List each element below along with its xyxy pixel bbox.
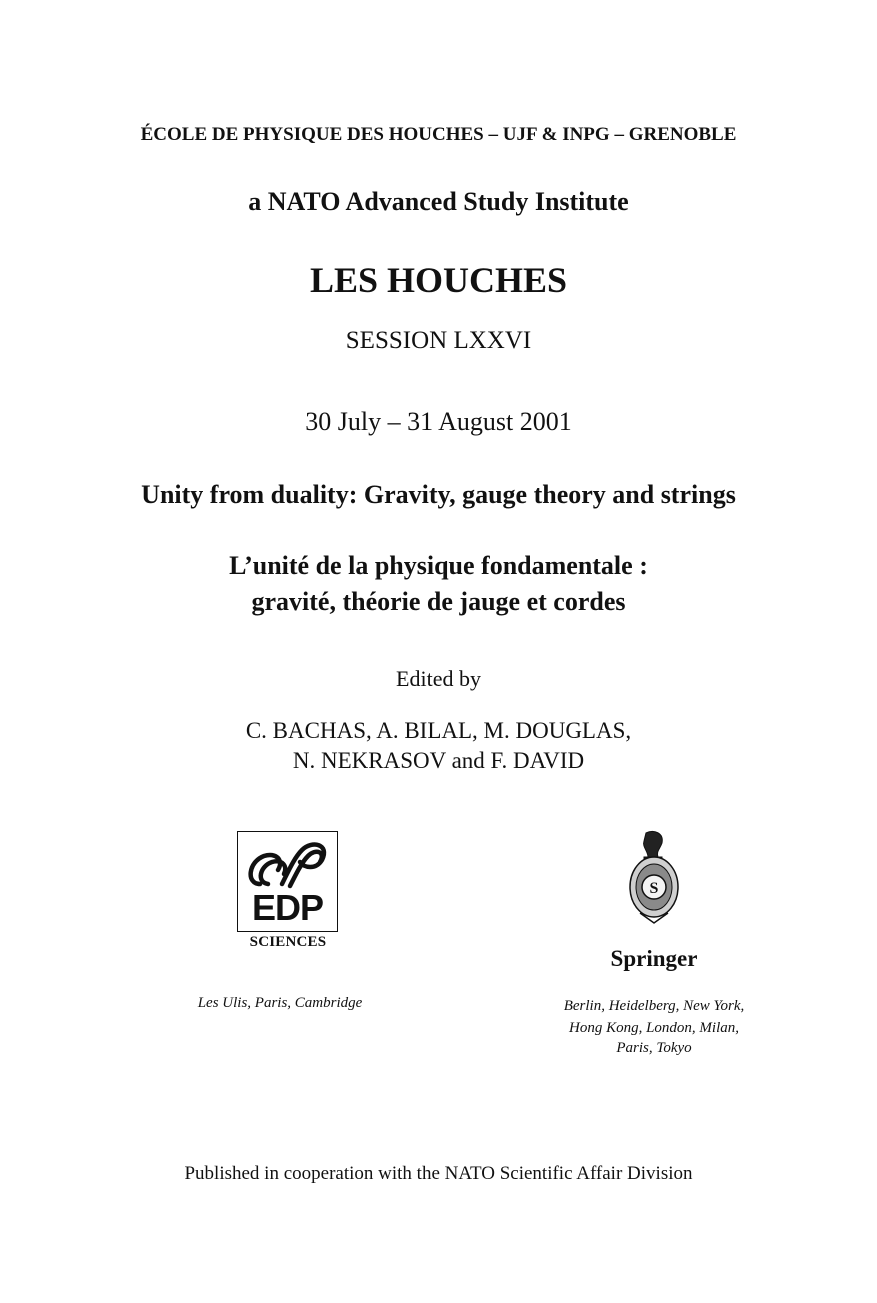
springer-knight-icon bbox=[626, 829, 682, 925]
edp-logo-subtitle: SCIENCES bbox=[249, 934, 327, 950]
english-title: Unity from duality: Gravity, gauge theory and strings bbox=[141, 480, 736, 509]
edited-by-label: Edited by bbox=[396, 666, 481, 691]
french-title-line1: L’unité de la physique fondamentale : bbox=[229, 551, 648, 580]
editors-line1: C. BACHAS, A. BILAL, M. DOUGLAS, bbox=[245, 718, 632, 743]
editors-line2: N. NEKRASOV and F. DAVID bbox=[292, 748, 585, 773]
edp-logo-text: EDP bbox=[251, 887, 324, 928]
school-heading: ÉCOLE DE PHYSIQUE DES HOUCHES – UJF & INPG – GRENOBLE bbox=[140, 124, 737, 145]
springer-locations-line3: Paris, Tokyo bbox=[616, 1040, 692, 1056]
cooperation-note: Published in cooperation with the NATO Scientific Affair Division bbox=[184, 1163, 693, 1184]
springer-locations-line2: Hong Kong, London, Milan, bbox=[568, 1020, 739, 1036]
springer-name: Springer bbox=[610, 946, 698, 971]
edp-sciences-logo bbox=[237, 831, 338, 932]
session-dates: 30 July – 31 August 2001 bbox=[305, 407, 572, 436]
edp-locations: Les Ulis, Paris, Cambridge bbox=[197, 995, 363, 1011]
institute-subtitle: a NATO Advanced Study Institute bbox=[248, 187, 629, 216]
page-title: LES HOUCHES bbox=[309, 260, 568, 300]
session-label: SESSION LXXVI bbox=[345, 327, 532, 354]
french-title-line2: gravité, théorie de jauge et cordes bbox=[251, 587, 626, 616]
svg-text:S: S bbox=[649, 880, 659, 897]
springer-locations-line1: Berlin, Heidelberg, New York, bbox=[563, 998, 745, 1014]
edp-swirl-icon bbox=[238, 832, 336, 892]
